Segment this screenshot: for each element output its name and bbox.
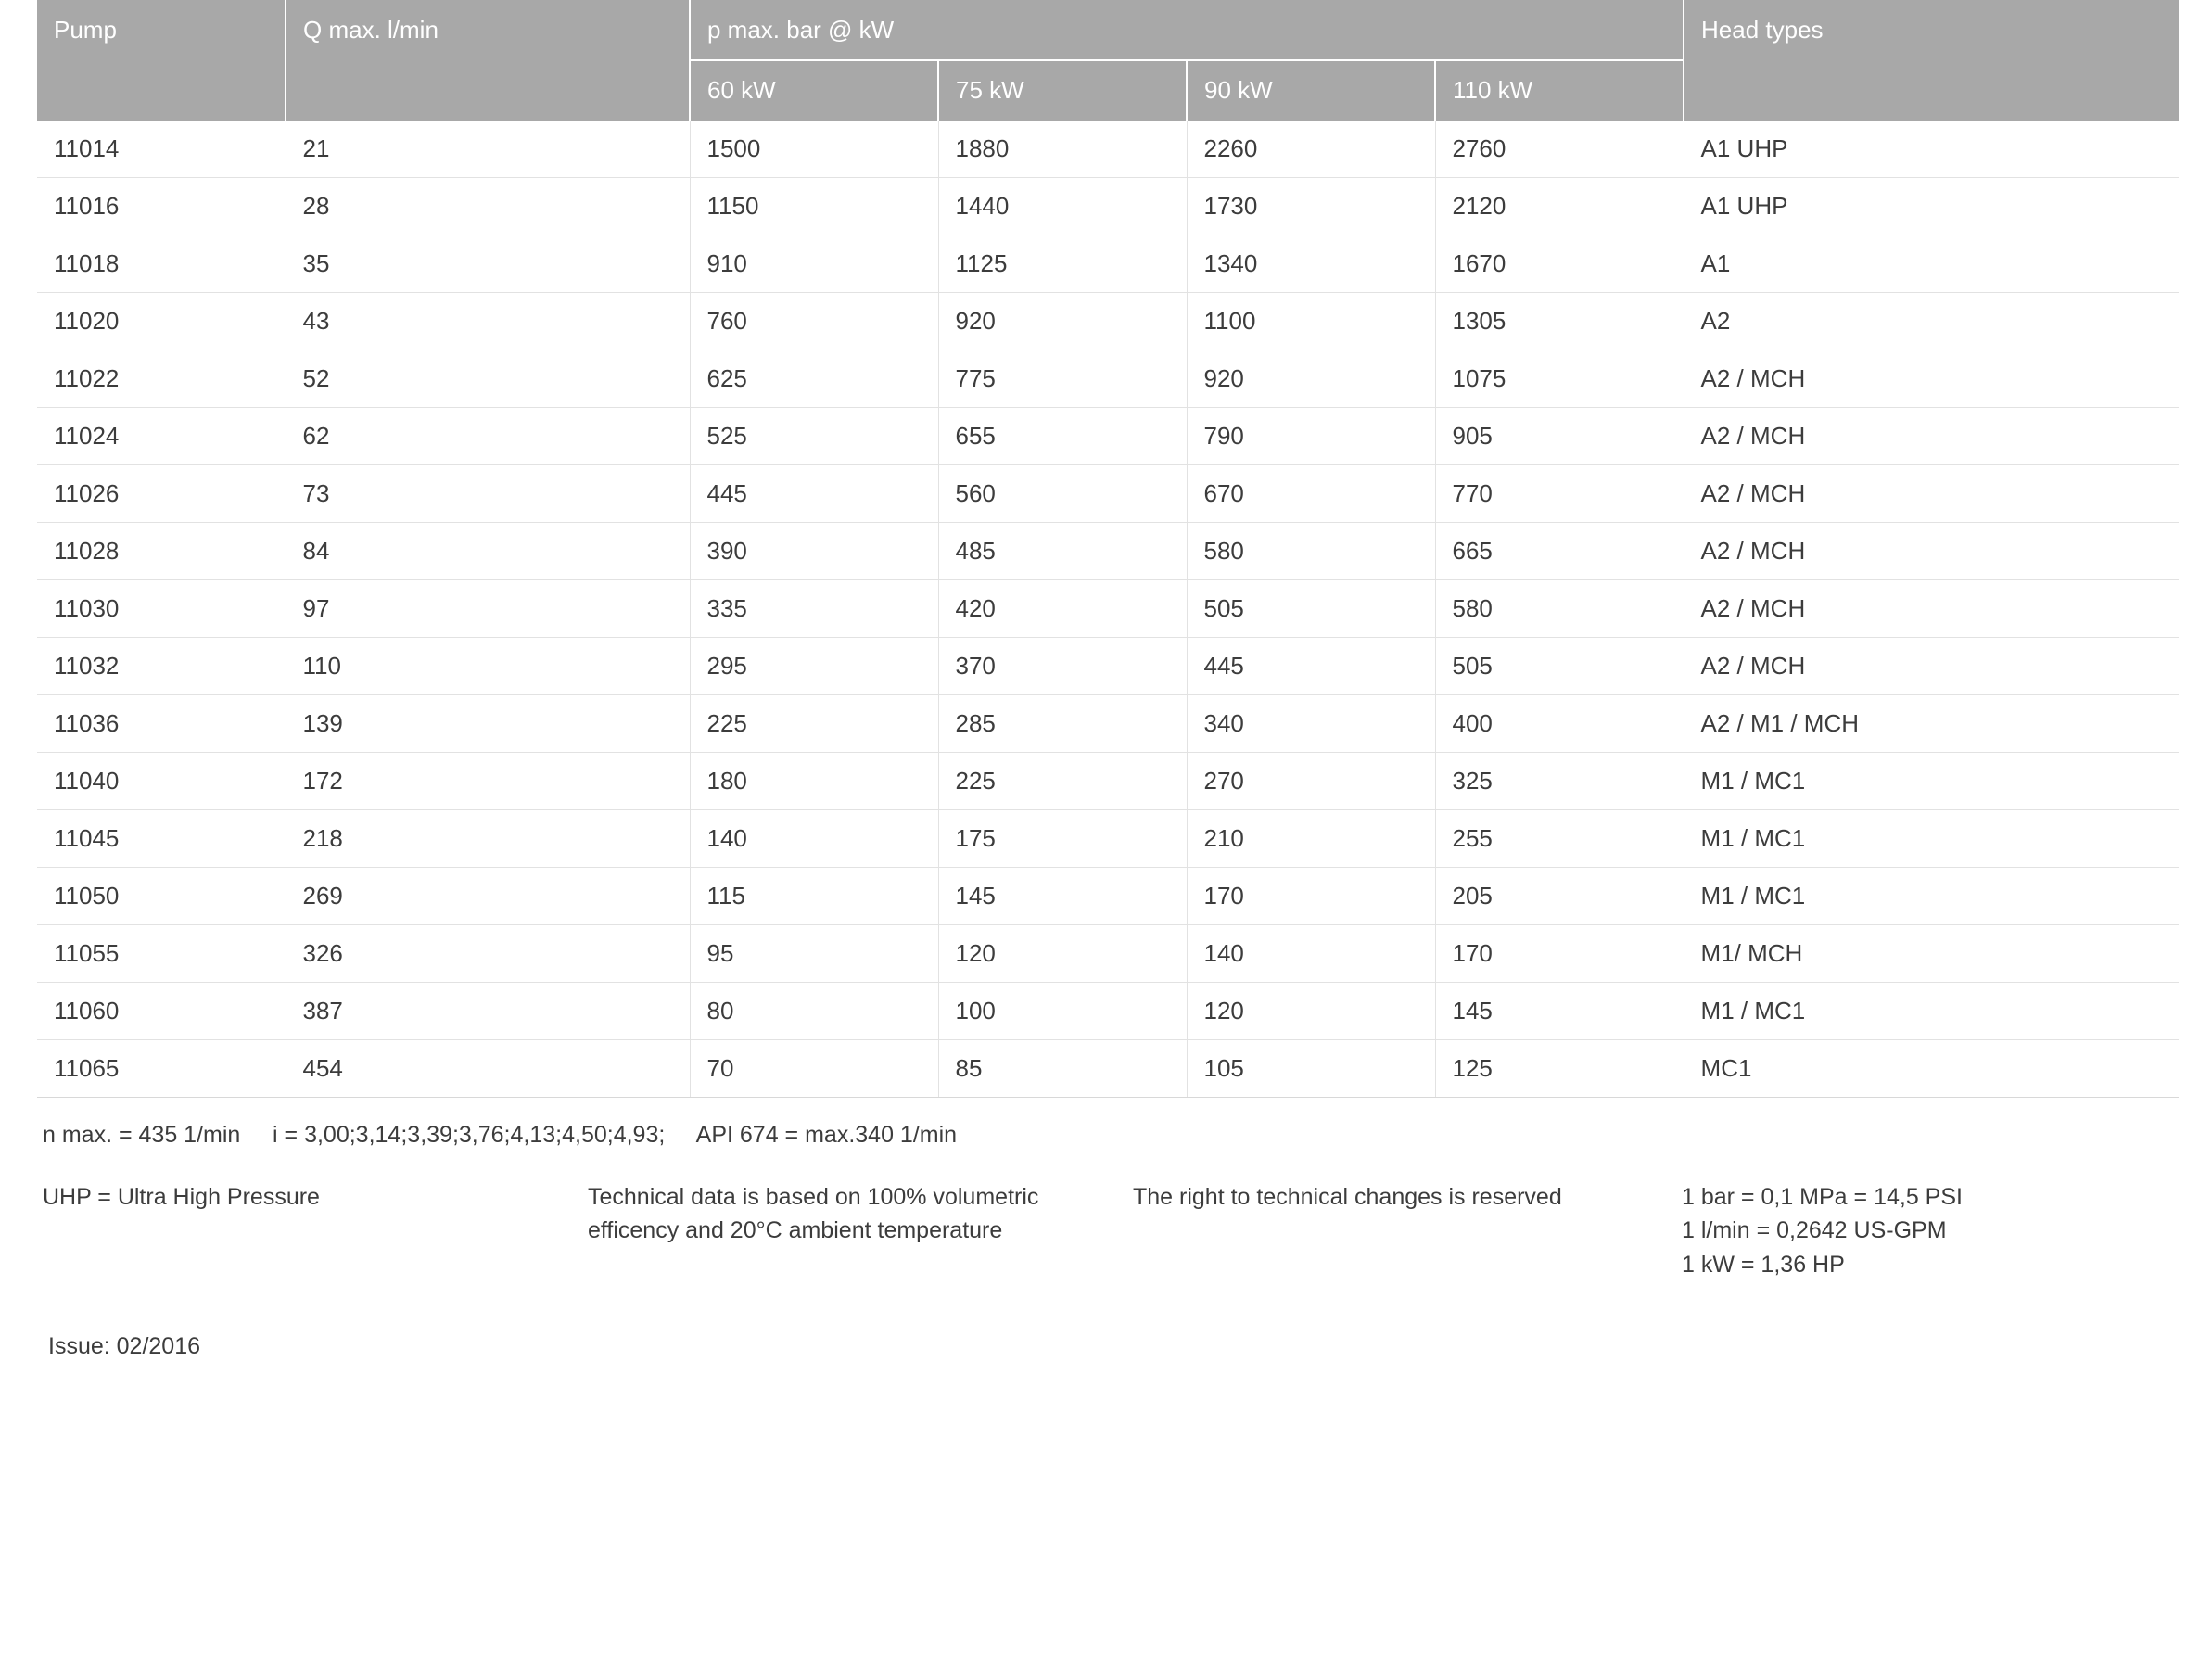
table-row [37,1040,2179,1098]
footnotes-grid [43,1149,2175,1281]
table-row [37,408,2179,465]
cell-p-110kw: 770 [1435,465,1684,523]
cell-q-max: 139 [286,695,690,753]
table-row [37,753,2179,810]
cell-p-110kw: 1075 [1435,350,1684,408]
cell-p-75kw: 1880 [938,121,1187,178]
cell-p-110kw: 125 [1435,1040,1684,1098]
cell-p-90kw: 105 [1187,1040,1435,1098]
cell-p-60kw: 760 [690,293,938,350]
notes-section [37,1098,2175,1360]
cell-head-type: A1 [1684,235,2179,293]
cell-p-60kw: 910 [690,235,938,293]
cell-head-type: A2 / MCH [1684,638,2179,695]
cell-p-110kw: 2760 [1435,121,1684,178]
cell-pump: 11040 [37,753,286,810]
cell-pump: 11060 [37,983,286,1040]
cell-p-90kw: 580 [1187,523,1435,580]
cell-p-110kw: 205 [1435,868,1684,925]
cell-p-110kw: 665 [1435,523,1684,580]
cell-p-110kw: 1670 [1435,235,1684,293]
cell-p-75kw: 145 [938,868,1187,925]
cell-pump: 11030 [37,580,286,638]
table-row [37,695,2179,753]
cell-pump: 11028 [37,523,286,580]
header-row-primary [37,0,2179,60]
cell-head-type: A2 / MCH [1684,408,2179,465]
cell-head-type: M1/ MCH [1684,925,2179,983]
cell-p-90kw: 1730 [1187,178,1435,235]
cell-pump: 11032 [37,638,286,695]
cell-p-75kw: 655 [938,408,1187,465]
conversion-kw: 1 kW = 1,36 HP [1682,1251,1845,1278]
cell-p-75kw: 485 [938,523,1187,580]
cell-pump: 11065 [37,1040,286,1098]
cell-head-type: A2 / MCH [1684,580,2179,638]
footnote-uhp: UHP = Ultra High Pressure [43,1184,320,1210]
cell-p-110kw: 905 [1435,408,1684,465]
cell-p-110kw: 170 [1435,925,1684,983]
cell-head-type: M1 / MC1 [1684,868,2179,925]
cell-p-60kw: 80 [690,983,938,1040]
cell-q-max: 84 [286,523,690,580]
cell-p-75kw: 120 [938,925,1187,983]
cell-p-75kw: 1440 [938,178,1187,235]
cell-p-60kw: 445 [690,465,938,523]
cell-p-90kw: 790 [1187,408,1435,465]
cell-p-75kw: 370 [938,638,1187,695]
cell-p-75kw: 225 [938,753,1187,810]
table-row [37,523,2179,580]
cell-p-110kw: 1305 [1435,293,1684,350]
footnote-rights-reserved: The right to technical changes is reserved [1133,1184,1562,1210]
cell-p-60kw: 335 [690,580,938,638]
cell-p-75kw: 420 [938,580,1187,638]
cell-p-75kw: 85 [938,1040,1187,1098]
cell-head-type: M1 / MC1 [1684,753,2179,810]
table-row [37,868,2179,925]
issue-date: Issue: 02/2016 [48,1332,201,1359]
table-row [37,810,2179,868]
cell-p-110kw: 325 [1435,753,1684,810]
cell-p-110kw: 400 [1435,695,1684,753]
cell-q-max: 43 [286,293,690,350]
cell-q-max: 269 [286,868,690,925]
cell-q-max: 326 [286,925,690,983]
cell-p-60kw: 525 [690,408,938,465]
table-row [37,638,2179,695]
table-body [37,121,2179,1098]
cell-p-110kw: 255 [1435,810,1684,868]
cell-p-90kw: 2260 [1187,121,1435,178]
cell-q-max: 28 [286,178,690,235]
pump-specification-table [37,0,2179,1098]
cell-p-75kw: 560 [938,465,1187,523]
conversion-bar: 1 bar = 0,1 MPa = 14,5 PSI [1682,1184,1963,1210]
cell-p-90kw: 340 [1187,695,1435,753]
cell-q-max: 35 [286,235,690,293]
table-row [37,465,2179,523]
conversion-lpm: 1 l/min = 0,2642 US-GPM [1682,1217,1947,1244]
cell-p-75kw: 100 [938,983,1187,1040]
cell-pump: 11055 [37,925,286,983]
cell-p-60kw: 390 [690,523,938,580]
table-header [37,0,2179,121]
cell-p-110kw: 2120 [1435,178,1684,235]
cell-p-90kw: 670 [1187,465,1435,523]
cell-p-90kw: 210 [1187,810,1435,868]
cell-head-type: A2 / MCH [1684,350,2179,408]
cell-q-max: 62 [286,408,690,465]
cell-q-max: 218 [286,810,690,868]
cell-pump: 11036 [37,695,286,753]
cell-pump: 11050 [37,868,286,925]
cell-q-max: 172 [286,753,690,810]
cell-pump: 11016 [37,178,286,235]
cell-p-60kw: 140 [690,810,938,868]
cell-p-60kw: 70 [690,1040,938,1098]
table-row [37,983,2179,1040]
note-speed-ratios: n max. = 435 1/min i = 3,00;3,14;3,39;3,76;4,13;4,50;4,93; API 674 = max.340 1/min [43,1122,958,1148]
cell-p-90kw: 920 [1187,350,1435,408]
cell-q-max: 21 [286,121,690,178]
cell-p-90kw: 1100 [1187,293,1435,350]
table-row [37,293,2179,350]
cell-head-type: A2 / MCH [1684,465,2179,523]
footnote-technical-data: Technical data is based on 100% volumetric efficency and 20°C ambient temperature [588,1184,1039,1244]
column-header-p-max: p max. bar @ kW [690,0,1684,60]
cell-p-60kw: 1500 [690,121,938,178]
table-row [37,925,2179,983]
cell-p-90kw: 120 [1187,983,1435,1040]
cell-q-max: 454 [286,1040,690,1098]
column-header-75kw: 75 kW [938,60,1187,121]
cell-q-max: 97 [286,580,690,638]
cell-p-75kw: 1125 [938,235,1187,293]
cell-p-110kw: 145 [1435,983,1684,1040]
cell-p-75kw: 775 [938,350,1187,408]
table-row [37,580,2179,638]
cell-p-90kw: 170 [1187,868,1435,925]
cell-pump: 11018 [37,235,286,293]
column-header-q-max: Q max. l/min [286,0,690,121]
cell-pump: 11045 [37,810,286,868]
cell-p-60kw: 180 [690,753,938,810]
column-header-pump: Pump [37,0,286,121]
cell-p-90kw: 445 [1187,638,1435,695]
cell-head-type: M1 / MC1 [1684,810,2179,868]
cell-p-90kw: 505 [1187,580,1435,638]
cell-p-90kw: 1340 [1187,235,1435,293]
cell-q-max: 387 [286,983,690,1040]
cell-head-type: M1 / MC1 [1684,983,2179,1040]
cell-head-type: A2 / M1 / MCH [1684,695,2179,753]
cell-head-type: A1 UHP [1684,178,2179,235]
cell-p-90kw: 140 [1187,925,1435,983]
table-row [37,121,2179,178]
cell-p-75kw: 285 [938,695,1187,753]
cell-pump: 11020 [37,293,286,350]
cell-pump: 11014 [37,121,286,178]
column-header-90kw: 90 kW [1187,60,1435,121]
cell-p-110kw: 580 [1435,580,1684,638]
cell-p-60kw: 295 [690,638,938,695]
cell-p-60kw: 1150 [690,178,938,235]
cell-p-75kw: 920 [938,293,1187,350]
cell-pump: 11026 [37,465,286,523]
cell-q-max: 73 [286,465,690,523]
cell-p-60kw: 115 [690,868,938,925]
cell-head-type: A1 UHP [1684,121,2179,178]
column-header-60kw: 60 kW [690,60,938,121]
cell-head-type: A2 / MCH [1684,523,2179,580]
cell-head-type: A2 [1684,293,2179,350]
cell-q-max: 110 [286,638,690,695]
cell-p-60kw: 625 [690,350,938,408]
cell-p-60kw: 225 [690,695,938,753]
cell-p-90kw: 270 [1187,753,1435,810]
table-row [37,235,2179,293]
cell-p-60kw: 95 [690,925,938,983]
cell-p-75kw: 175 [938,810,1187,868]
column-header-110kw: 110 kW [1435,60,1684,121]
cell-pump: 11024 [37,408,286,465]
cell-pump: 11022 [37,350,286,408]
cell-p-110kw: 505 [1435,638,1684,695]
footnote-conversions [1682,1180,2164,1281]
cell-q-max: 52 [286,350,690,408]
table-row [37,350,2179,408]
table-row [37,178,2179,235]
cell-head-type: MC1 [1684,1040,2179,1098]
column-header-head-types: Head types [1684,0,2179,121]
